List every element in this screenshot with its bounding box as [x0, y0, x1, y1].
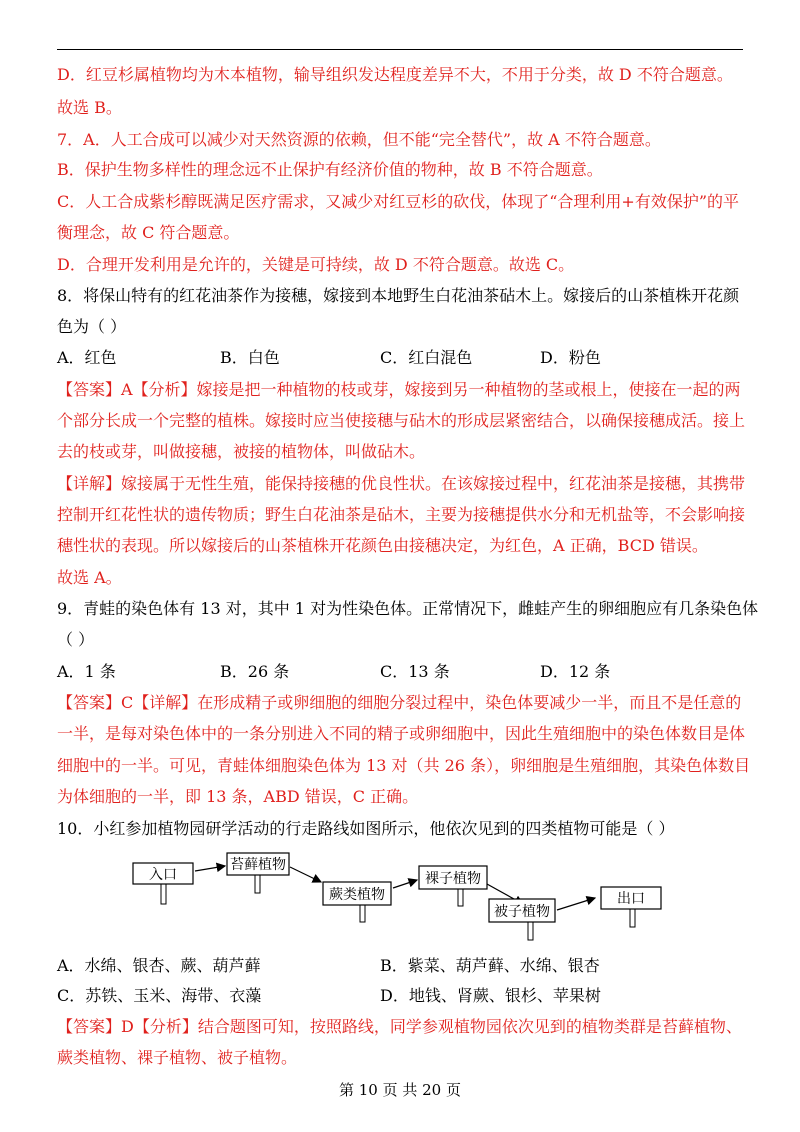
- q8-option-d: D．粉色: [540, 348, 601, 367]
- text-line-l2: 故选 B。: [57, 98, 122, 117]
- route-diagram: [125, 850, 685, 950]
- text-line-l17: 9．青蛙的染色体有 13 对，其中 1 对为性染色体。正常情况下，雌蛙产生的卵细胞应有几条染色体: [57, 599, 759, 618]
- text-line-l15: 穗性状的表现。所以嫁接后的山茶植株开花颜色由接穗决定，为红色，A 正确，BCD 错误。: [57, 536, 708, 555]
- header-rule: [57, 49, 743, 50]
- q9-option-a: A．1 条: [57, 662, 116, 681]
- text-line-l6: 衡理念，故 C 符合题意。: [57, 223, 240, 242]
- moss-label: 苔藓植物: [230, 857, 286, 873]
- text-line-l3: 7．A．人工合成可以减少对天然资源的依赖，但不能“完全替代”，故 A 不符合题意。: [57, 130, 661, 149]
- text-line-l19: 【答案】C【详解】在形成精子或卵细胞的细胞分裂过程中，染色体要减少一半，而且不是任意的: [57, 693, 742, 712]
- text-line-l14: 控制开红花性状的遗传物质；野生白花油茶是砧木，主要为接穗提供水分和无机盐等，不会影响接: [57, 505, 746, 524]
- text-line-l4: B．保护生物多样性的理念远不止保护有经济价值的物种，故 B 不符合题意。: [57, 160, 603, 179]
- q10-option-c: C．苏铁、玉米、海带、衣藻: [57, 986, 262, 1005]
- text-line-l1: D．红豆杉属植物均为木本植物，输导组织发达程度差异不大，不用于分类，故 D 不符合题意。: [57, 65, 733, 84]
- text-line-l10: 【答案】A【分析】嫁接是把一种植物的枝或芽，嫁接到另一种植物的茎或根上，使接在一起的两: [57, 380, 741, 399]
- text-line-l9: 色为（ ）: [57, 317, 127, 336]
- angiosperm-label: 被子植物: [494, 904, 550, 920]
- arrow-1: [195, 866, 225, 871]
- q9-option-d: D．12 条: [540, 662, 611, 681]
- text-line-l5: C．人工合成紫杉醇既满足医疗需求，又减少对红豆杉的砍伐，体现了“合理利用+有效保护”的平: [57, 192, 740, 211]
- text-line-l21: 细胞中的一半。可见，青蛙体细胞染色体为 13 对（共 26 条），卵细胞是生殖细胞，其染色体数目: [57, 756, 751, 775]
- entrance-label: 入口: [149, 867, 177, 883]
- gymnosperm-post: [458, 889, 463, 906]
- q8-option-a: A．红色: [57, 348, 117, 367]
- entrance-post: [161, 884, 166, 904]
- q8-option-c: C．红白混色: [380, 348, 473, 367]
- text-line-l13: 【详解】嫁接属于无性生殖，能保持接穗的优良性状。在该嫁接过程中，红花油茶是接穗，其携带: [57, 474, 746, 493]
- page-footer: 第 10 页 共 20 页: [338, 1081, 461, 1099]
- text-line-l16: 故选 A。: [57, 568, 122, 587]
- text-line-l20: 一半，是每对染色体中的一条分别进入不同的精子或卵细胞中，因此生殖细胞中的染色体数目是体: [57, 724, 746, 743]
- fern-label: 蕨类植物: [329, 887, 385, 903]
- text-line-l18: （ ）: [57, 630, 95, 649]
- text-line-l22: 为体细胞的一半，即 13 条，ABD 错误，C 正确。: [57, 787, 419, 806]
- moss-post: [255, 875, 260, 893]
- text-line-l23: 10．小红参加植物园研学活动的行走路线如图所示，他依次见到的四类植物可能是（ ）: [57, 819, 675, 838]
- q10-option-d: D．地钱、肾蕨、银杉、苹果树: [380, 986, 601, 1005]
- q10-option-a: A．水绵、银杏、蕨、葫芦藓: [57, 956, 261, 975]
- q9-option-c: C．13 条: [380, 662, 450, 681]
- text-line-l8: 8．将保山特有的红花油茶作为接穗，嫁接到本地野生白花油茶砧木上。嫁接后的山茶植株开花颜: [57, 286, 740, 305]
- q8-option-b: B．白色: [220, 348, 280, 367]
- q10-option-b: B．紫菜、葫芦藓、水绵、银杏: [380, 956, 600, 975]
- exit-label: 出口: [617, 891, 645, 907]
- gymnosperm-label: 裸子植物: [425, 871, 481, 887]
- q9-option-b: B．26 条: [220, 662, 290, 681]
- text-line-l25: 蕨类植物、裸子植物、被子植物。: [57, 1048, 298, 1067]
- text-line-l12: 去的枝或芽，叫做接穗，被接的植物体，叫做砧木。: [57, 442, 426, 461]
- arrow-2: [290, 867, 321, 882]
- angiosperm-post: [528, 922, 533, 940]
- text-line-l7: D．合理开发利用是允许的，关键是可持续，故 D 不符合题意。故选 C。: [57, 255, 575, 274]
- arrow-5: [557, 898, 595, 910]
- exit-post: [630, 909, 635, 927]
- text-line-l24: 【答案】D【分析】结合题图可知，按照路线，同学参观植物园依次见到的植物类群是苔藓植物、: [57, 1017, 742, 1036]
- text-line-l11: 个部分长成一个完整的植株。嫁接时应当使接穗与砧木的形成层紧密结合，以确保接穗成活。接上: [57, 411, 746, 430]
- arrow-3: [393, 880, 417, 888]
- fern-post: [360, 905, 365, 922]
